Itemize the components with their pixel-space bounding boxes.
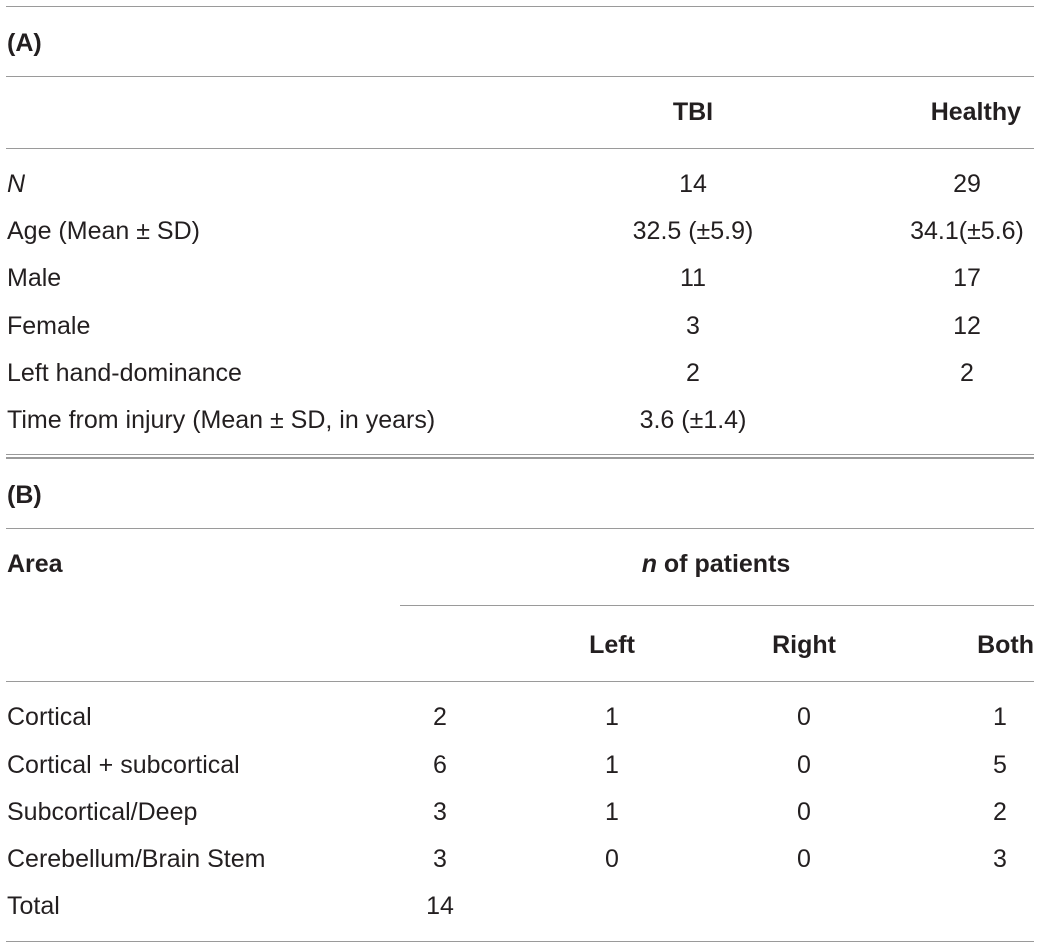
both-cell: 3: [993, 845, 1007, 873]
table-a-label: (A): [7, 29, 42, 57]
area-cell: Total: [7, 892, 60, 920]
n-cell: 2: [433, 703, 447, 731]
right-cell: 0: [797, 798, 811, 826]
row-label: Male: [7, 264, 62, 292]
patients-header-text: of patients: [656, 550, 791, 578]
area-cell: Cortical + subcortical: [7, 751, 240, 779]
area-cell: Cortical: [7, 703, 92, 731]
row-label: Left hand-dominance: [7, 359, 242, 387]
patients-header-n: n: [641, 550, 657, 578]
n-cell: 3: [433, 798, 447, 826]
area-cell: Cerebellum/Brain Stem: [7, 845, 266, 873]
area-cell: Subcortical/Deep: [7, 798, 198, 826]
cell-tbi: 3.6 (±1.4): [639, 406, 747, 434]
section-divider: [6, 454, 1034, 456]
row-label: Time from injury (Mean ± SD, in years): [7, 406, 436, 434]
table-a-label-rule: [6, 76, 1034, 77]
left-cell: 1: [605, 751, 619, 779]
row-label: Age (Mean ± SD): [7, 217, 200, 245]
subcolumn-header-both: Both: [977, 631, 1034, 659]
table-b-label: (B): [7, 481, 42, 509]
column-header-area: Area: [7, 550, 63, 578]
left-cell: 1: [605, 798, 619, 826]
right-cell: 0: [797, 703, 811, 731]
column-header-tbi: TBI: [672, 98, 714, 126]
cell-tbi: 2: [686, 359, 700, 387]
n-cell: 6: [433, 751, 447, 779]
cell-healthy: 29: [953, 170, 981, 198]
left-cell: 0: [605, 845, 619, 873]
cell-tbi: 32.5 (±5.9): [632, 217, 754, 245]
bottom-rule: [6, 941, 1034, 942]
patients-span-rule: [400, 605, 1034, 606]
row-label: Female: [7, 312, 91, 340]
n-cell: 14: [426, 892, 454, 920]
cell-tbi: 14: [679, 170, 707, 198]
row-label: N: [7, 170, 26, 198]
subcolumn-header-left: Left: [589, 631, 635, 659]
both-cell: 5: [993, 751, 1007, 779]
cell-healthy: 2: [960, 359, 974, 387]
right-cell: 0: [797, 845, 811, 873]
table-b-label-rule: [6, 528, 1034, 529]
table-a-header-rule: [6, 148, 1034, 149]
cell-tbi: 3: [686, 312, 700, 340]
cell-healthy: 12: [953, 312, 981, 340]
table-b-header-rule: [6, 681, 1034, 682]
both-cell: 2: [993, 798, 1007, 826]
right-cell: 0: [797, 751, 811, 779]
top-rule: [6, 6, 1034, 7]
subcolumn-header-right: Right: [772, 631, 836, 659]
column-header-healthy: Healthy: [930, 98, 1021, 126]
column-header-patients: [642, 549, 791, 579]
cell-healthy: 17: [953, 264, 981, 292]
both-cell: 1: [993, 703, 1007, 731]
cell-healthy: 34.1(±5.6): [910, 217, 1024, 245]
n-cell: 3: [433, 845, 447, 873]
cell-tbi: 11: [680, 264, 706, 292]
left-cell: 1: [605, 703, 619, 731]
